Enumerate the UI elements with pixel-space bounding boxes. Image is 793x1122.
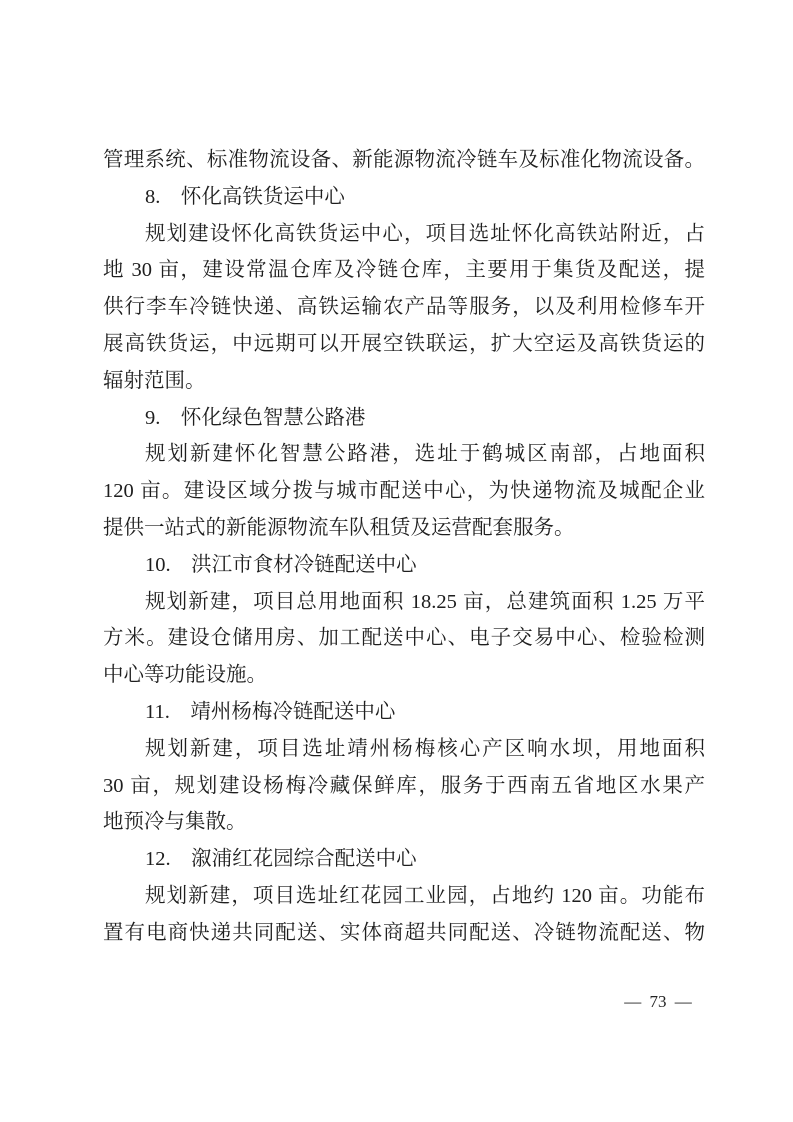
- text-line: 供行李车冷链快递、高铁运输农产品等服务，以及利用检修车开: [103, 296, 705, 319]
- text-line: 地预冷与集散。: [103, 811, 247, 834]
- text-line: 规划新建，项目选址靖州杨梅核心产区响水坝，用地面积: [145, 737, 705, 760]
- text-line: 规划新建怀化智慧公路港，选址于鹤城区南部，占地面积: [145, 443, 705, 466]
- text-line: 展高铁货运，中远期可以开展空铁联运，扩大空运及高铁货运的: [103, 332, 705, 355]
- text-line: 提供一站式的新能源物流车队租赁及运营配套服务。: [103, 516, 575, 539]
- heading-line: 8. 怀化高铁货运中心: [145, 185, 345, 208]
- text-line: 方米。建设仓储用房、加工配送中心、电子交易中心、检验检测: [103, 627, 705, 650]
- text-line: 30 亩，规划建设杨梅冷藏保鲜库，服务于西南五省地区水果产: [103, 774, 705, 797]
- text-line: 辐射范围。: [103, 369, 206, 392]
- text-line: 120 亩。建设区域分拨与城市配送中心，为快递物流及城配企业: [103, 480, 705, 503]
- text-line: 管理系统、标准物流设备、新能源物流冷链车及标准化物流设备。: [103, 149, 705, 171]
- text-line: 规划新建，项目选址红花园工业园，占地约 120 亩。功能布: [145, 884, 705, 907]
- heading-line: 9. 怀化绿色智慧公路港: [145, 406, 366, 429]
- text-line: 中心等功能设施。: [103, 664, 267, 687]
- heading-line: 10. 洪江市食材冷链配送中心: [145, 553, 417, 576]
- heading-line: 12. 溆浦红花园综合配送中心: [145, 848, 417, 871]
- heading-line: 11. 靖州杨梅冷链配送中心: [145, 700, 396, 723]
- text-line: 地 30 亩，建设常温仓库及冷链仓库，主要用于集货及配送，提: [103, 259, 705, 282]
- document-body: [103, 142, 705, 952]
- text-line: 规划建设怀化高铁货运中心，项目选址怀化高铁站附近，占: [145, 222, 705, 245]
- text-line: 置有电商快递共同配送、实体商超共同配送、冷链物流配送、物: [103, 921, 705, 944]
- page-number: — 73 —: [624, 992, 692, 1011]
- text-line: 规划新建，项目总用地面积 18.25 亩，总建筑面积 1.25 万平: [145, 590, 705, 613]
